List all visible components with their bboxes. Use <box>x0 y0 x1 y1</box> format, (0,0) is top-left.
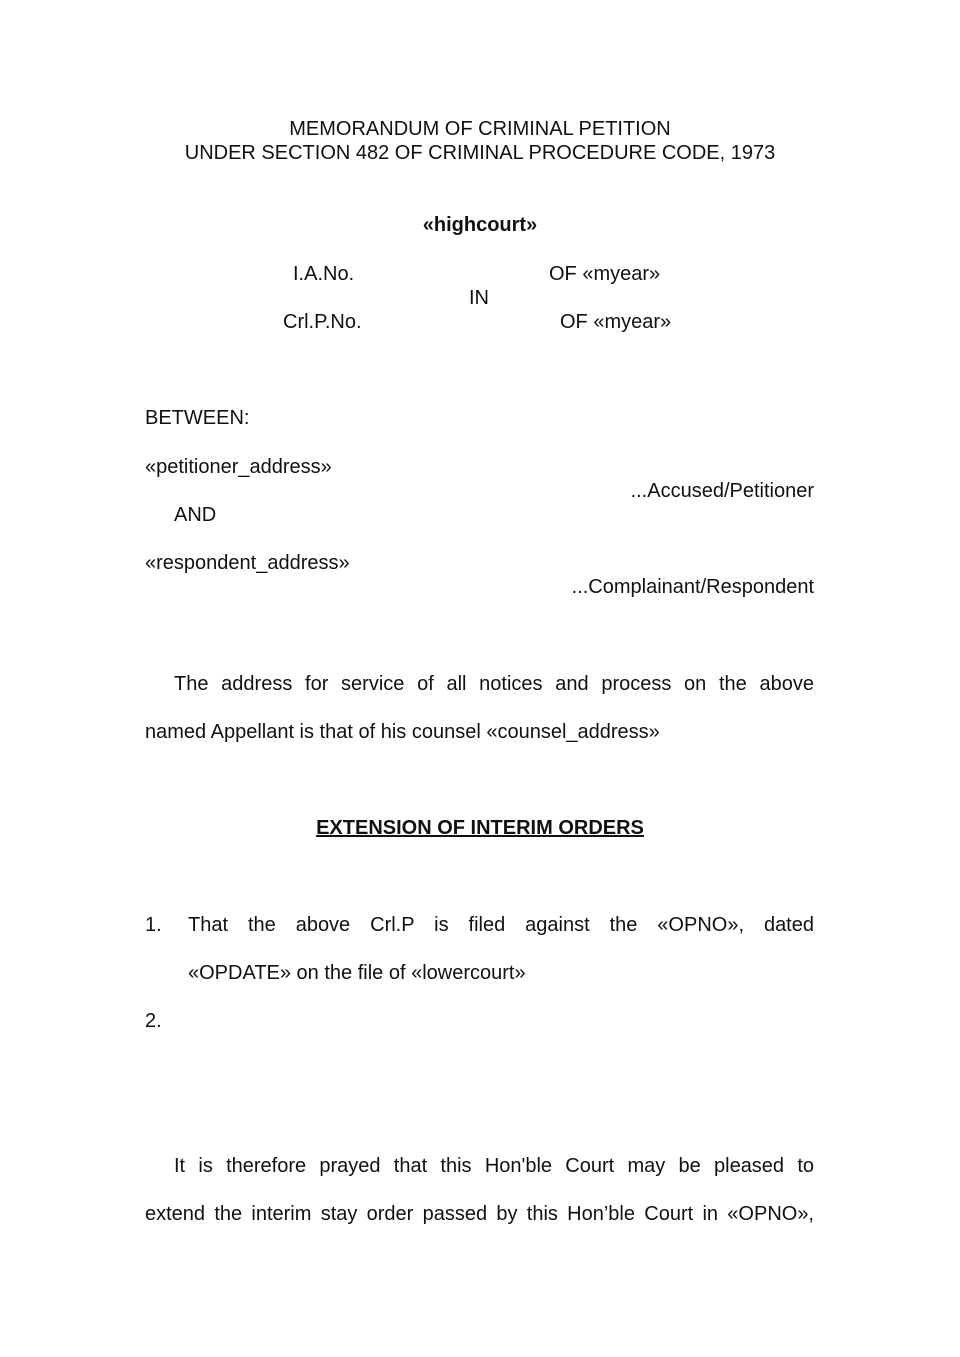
ia-year: OF «myear» <box>549 263 661 285</box>
service-paragraph-line1: The address for service of all notices and process on the above <box>174 673 814 695</box>
service-paragraph-line2: named Appellant is that of his counsel «counsel_address» <box>145 721 660 743</box>
memo-title: MEMORANDUM OF CRIMINAL PETITION <box>289 118 671 140</box>
prayer-line1: It is therefore prayed that this Hon'ble Court may be pleased to <box>174 1155 814 1177</box>
respondent-address: «respondent_address» <box>145 552 350 574</box>
memo-subtitle: UNDER SECTION 482 OF CRIMINAL PROCEDURE CODE, 1973 <box>184 142 776 164</box>
respondent-role: ...Complainant/Respondent <box>571 576 814 598</box>
ia-number-label: I.A.No. <box>293 263 355 285</box>
point-text-line1: That the above Crl.P is filed against the «OPNO», dated <box>188 914 814 936</box>
crlp-year: OF «myear» <box>560 311 672 333</box>
petitioner-role: ...Accused/Petitioner <box>630 480 814 502</box>
court-name: «highcourt» <box>422 214 538 236</box>
between-label: BETWEEN: <box>145 407 250 429</box>
prayer-line2: extend the interim stay order passed by this Hon’ble Court in «OPNO», <box>145 1203 814 1225</box>
section-title: EXTENSION OF INTERIM ORDERS <box>316 817 644 839</box>
point-text-line2: «OPDATE» on the file of «lowercourt» <box>188 962 526 984</box>
point-number: 1. <box>145 914 162 936</box>
point-number: 2. <box>145 1010 162 1032</box>
and-label: AND <box>174 504 217 526</box>
crlp-number-label: Crl.P.No. <box>283 311 362 333</box>
petitioner-address: «petitioner_address» <box>145 456 332 478</box>
in-label: IN <box>469 287 489 309</box>
